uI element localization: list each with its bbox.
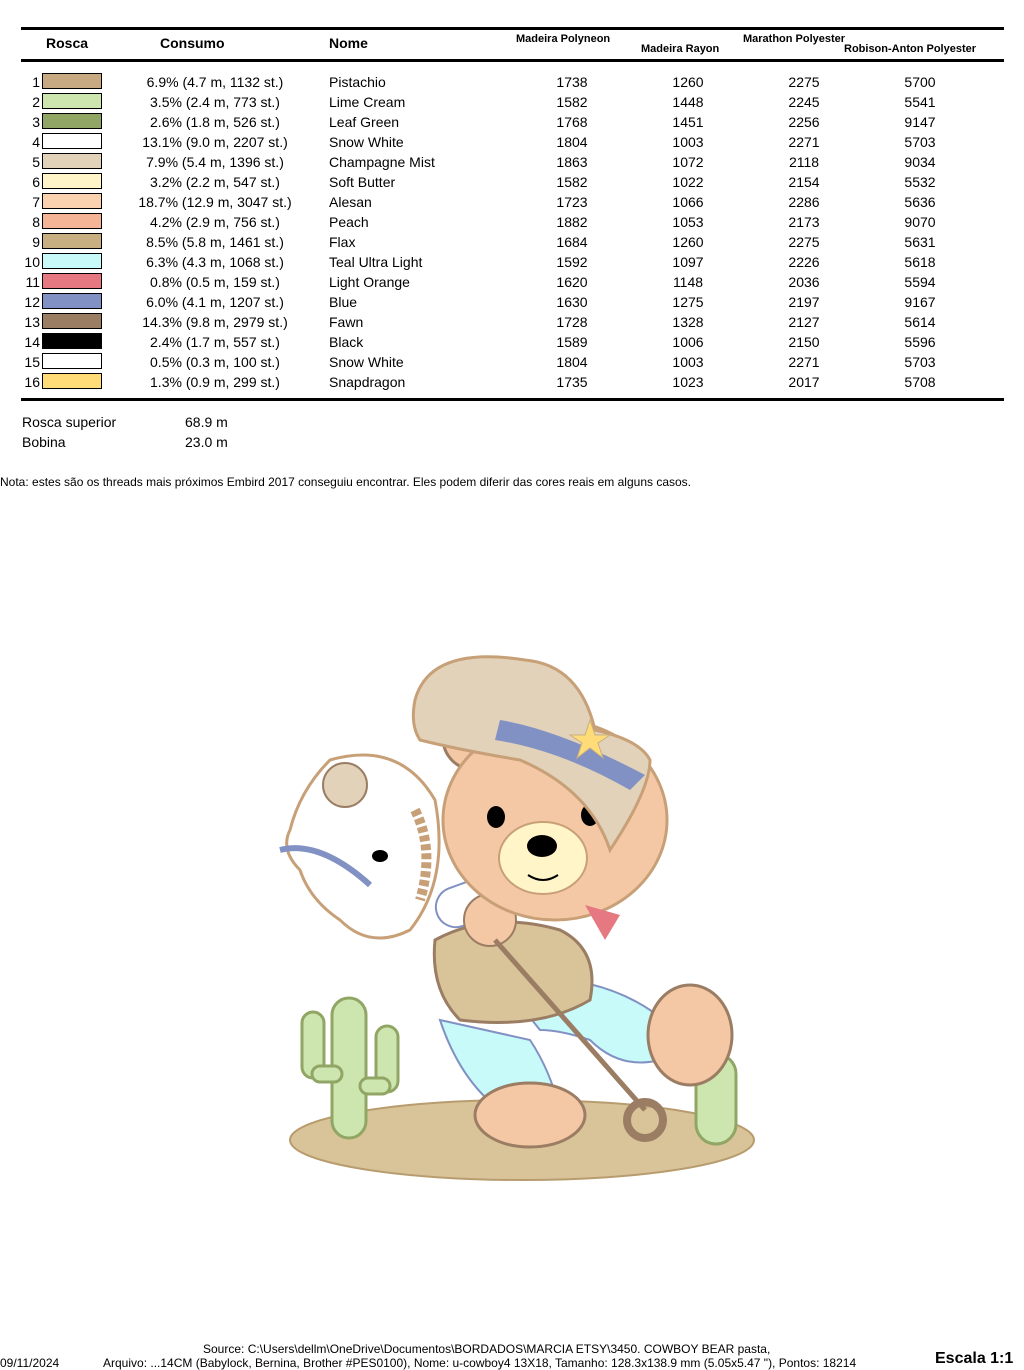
madeira-rayon-code: 1022 xyxy=(672,174,704,190)
upper-thread-label: Rosca superior xyxy=(22,414,117,430)
madeira-polyneon-code: 1630 xyxy=(556,294,588,310)
madeira-rayon-code: 1066 xyxy=(672,194,704,210)
marathon-code: 2017 xyxy=(788,374,820,390)
robison-code: 5703 xyxy=(904,354,936,370)
marathon-code: 2256 xyxy=(788,114,820,130)
table-row xyxy=(0,172,1024,192)
table-bottom-rule xyxy=(21,398,1004,401)
robison-code: 9147 xyxy=(904,114,936,130)
madeira-polyneon-code: 1620 xyxy=(556,274,588,290)
thread-number: 9 xyxy=(32,234,40,250)
madeira-rayon-code: 1072 xyxy=(672,154,704,170)
marathon-code: 2150 xyxy=(788,334,820,350)
table-row xyxy=(0,192,1024,212)
marathon-code: 2173 xyxy=(788,214,820,230)
madeira-rayon-code: 1097 xyxy=(672,254,704,270)
thread-consumption: 3.2% (2.2 m, 547 st.) xyxy=(150,174,280,190)
table-row xyxy=(0,292,1024,312)
madeira-polyneon-code: 1804 xyxy=(556,134,588,150)
thread-name: Flax xyxy=(329,234,356,250)
table-row xyxy=(0,272,1024,292)
color-swatch xyxy=(42,273,102,289)
madeira-polyneon-code: 1592 xyxy=(556,254,588,270)
robison-code: 5703 xyxy=(904,134,936,150)
thread-number: 8 xyxy=(32,214,40,230)
thread-name: Black xyxy=(329,334,364,350)
thread-number: 1 xyxy=(32,74,40,90)
thread-name: Peach xyxy=(329,214,369,230)
madeira-rayon-code: 1448 xyxy=(672,94,704,110)
header-consumo: Consumo xyxy=(160,35,225,51)
madeira-rayon-code: 1003 xyxy=(672,134,704,150)
footer-file-info: Arquivo: ...14CM (Babylock, Bernina, Brother #PES0100), Nome: u-cowboy4 13X18, Tamanho: 128.3x138.9 mm (5.05x5.47 "), Pontos: 18214 xyxy=(103,1356,857,1370)
thread-consumption: 6.0% (4.1 m, 1207 st.) xyxy=(146,294,284,310)
marathon-code: 2226 xyxy=(788,254,820,270)
thread-name: Light Orange xyxy=(329,274,410,290)
header-rosca: Rosca xyxy=(46,35,89,51)
color-swatch xyxy=(42,353,102,369)
bobbin-label: Bobina xyxy=(22,434,66,450)
color-swatch xyxy=(42,133,102,149)
thread-name: Lime Cream xyxy=(329,94,406,110)
color-swatch xyxy=(42,333,102,349)
madeira-rayon-code: 1006 xyxy=(672,334,704,350)
table-row xyxy=(0,212,1024,232)
thread-name: Alesan xyxy=(329,194,372,210)
table-row xyxy=(0,112,1024,132)
thread-consumption: 1.3% (0.9 m, 299 st.) xyxy=(150,374,280,390)
thread-name: Soft Butter xyxy=(329,174,396,190)
madeira-polyneon-code: 1804 xyxy=(556,354,588,370)
madeira-rayon-code: 1023 xyxy=(672,374,704,390)
madeira-polyneon-code: 1863 xyxy=(556,154,588,170)
thread-number: 14 xyxy=(24,334,40,350)
thread-consumption: 6.9% (4.7 m, 1132 st.) xyxy=(146,74,284,90)
marathon-code: 2275 xyxy=(788,234,820,250)
thread-number: 6 xyxy=(32,174,40,190)
marathon-code: 2127 xyxy=(788,314,820,330)
header-nome: Nome xyxy=(329,35,368,51)
madeira-rayon-code: 1275 xyxy=(672,294,704,310)
madeira-rayon-code: 1260 xyxy=(672,234,704,250)
thread-consumption: 3.5% (2.4 m, 773 st.) xyxy=(150,94,280,110)
madeira-rayon-code: 1260 xyxy=(672,74,704,90)
header-madeira-rayon: Madeira Rayon xyxy=(641,43,720,55)
thread-number: 3 xyxy=(32,114,40,130)
thread-consumption: 2.4% (1.7 m, 557 st.) xyxy=(150,334,280,350)
color-swatch xyxy=(42,253,102,269)
marathon-code: 2118 xyxy=(788,154,820,170)
thread-consumption: 0.5% (0.3 m, 100 st.) xyxy=(150,354,280,370)
thread-number: 12 xyxy=(24,294,40,310)
robison-code: 5618 xyxy=(904,254,936,270)
thread-consumption: 0.8% (0.5 m, 159 st.) xyxy=(150,274,280,290)
color-swatch xyxy=(42,93,102,109)
table-row xyxy=(0,72,1024,92)
header-marathon: Marathon Polyester xyxy=(743,33,846,45)
madeira-polyneon-code: 1589 xyxy=(556,334,588,350)
thread-number: 4 xyxy=(32,134,40,150)
table-top-rule xyxy=(21,27,1004,30)
table-row xyxy=(0,152,1024,172)
madeira-polyneon-code: 1768 xyxy=(556,114,588,130)
thread-number: 15 xyxy=(24,354,40,370)
thread-consumption: 8.5% (5.8 m, 1461 st.) xyxy=(146,234,284,250)
footer-source: Source: C:\Users\dellm\OneDrive\Documentos\BORDADOS\MARCIA ETSY\3450. COWBOY BEAR pasta, xyxy=(203,1342,771,1356)
thread-consumption: 7.9% (5.4 m, 1396 st.) xyxy=(146,154,284,170)
color-swatch xyxy=(42,153,102,169)
madeira-polyneon-code: 1735 xyxy=(556,374,588,390)
color-swatch xyxy=(42,113,102,129)
robison-code: 5541 xyxy=(904,94,936,110)
robison-code: 5532 xyxy=(904,174,936,190)
madeira-polyneon-code: 1684 xyxy=(556,234,588,250)
upper-thread-value: 68.9 m xyxy=(185,414,228,430)
footer-date: 09/11/2024 xyxy=(0,1356,60,1370)
madeira-polyneon-code: 1582 xyxy=(556,174,588,190)
thread-number: 11 xyxy=(25,274,40,290)
disclaimer-note: Nota: estes são os threads mais próximos Embird 2017 conseguiu encontrar. Eles podem diferir das cores reais em alguns casos. xyxy=(0,475,692,489)
table-row xyxy=(0,92,1024,112)
thread-name: Blue xyxy=(329,294,358,310)
table-row xyxy=(0,232,1024,252)
madeira-rayon-code: 1003 xyxy=(672,354,704,370)
thread-number: 10 xyxy=(24,254,40,270)
robison-code: 9167 xyxy=(904,294,936,310)
madeira-polyneon-code: 1728 xyxy=(556,314,588,330)
madeira-polyneon-code: 1582 xyxy=(556,94,588,110)
color-swatch xyxy=(42,293,102,309)
robison-code: 5708 xyxy=(904,374,936,390)
robison-code: 5614 xyxy=(904,314,936,330)
robison-code: 5636 xyxy=(904,194,936,210)
embroidery-design-preview xyxy=(260,650,760,1190)
color-swatch xyxy=(42,213,102,229)
madeira-rayon-code: 1328 xyxy=(672,314,704,330)
thread-name: Fawn xyxy=(329,314,364,330)
marathon-code: 2271 xyxy=(788,354,820,370)
table-row xyxy=(0,332,1024,352)
robison-code: 9070 xyxy=(904,214,936,230)
madeira-polyneon-code: 1882 xyxy=(556,214,588,230)
header-robison: Robison-Anton Polyester xyxy=(844,43,977,55)
marathon-code: 2245 xyxy=(788,94,820,110)
thread-number: 16 xyxy=(24,374,40,390)
madeira-polyneon-code: 1738 xyxy=(556,74,588,90)
thread-number: 13 xyxy=(24,314,40,330)
thread-number: 5 xyxy=(32,154,40,170)
table-row xyxy=(0,252,1024,272)
robison-code: 5596 xyxy=(904,334,936,350)
thread-name: Snow White xyxy=(329,134,404,150)
thread-consumption: 14.3% (9.8 m, 2979 st.) xyxy=(142,314,288,330)
stick-horse xyxy=(280,755,439,938)
thread-name: Pistachio xyxy=(329,74,386,90)
thread-number: 2 xyxy=(32,94,40,110)
marathon-code: 2036 xyxy=(788,274,820,290)
thread-consumption: 6.3% (4.3 m, 1068 st.) xyxy=(146,254,284,270)
robison-code: 5631 xyxy=(904,234,936,250)
madeira-rayon-code: 1148 xyxy=(672,274,704,290)
thread-number: 7 xyxy=(32,194,40,210)
thread-consumption: 2.6% (1.8 m, 526 st.) xyxy=(150,114,280,130)
marathon-code: 2271 xyxy=(788,134,820,150)
table-row xyxy=(0,372,1024,392)
color-swatch xyxy=(42,313,102,329)
bobbin-value: 23.0 m xyxy=(185,434,228,450)
marathon-code: 2275 xyxy=(788,74,820,90)
thread-name: Snapdragon xyxy=(329,374,406,390)
thread-name: Teal Ultra Light xyxy=(329,254,423,270)
thread-name: Snow White xyxy=(329,354,404,370)
madeira-rayon-code: 1053 xyxy=(672,214,704,230)
thread-consumption: 13.1% (9.0 m, 2207 st.) xyxy=(142,134,288,150)
marathon-code: 2286 xyxy=(788,194,820,210)
table-row xyxy=(0,132,1024,152)
madeira-polyneon-code: 1723 xyxy=(556,194,588,210)
robison-code: 9034 xyxy=(904,154,936,170)
table-header-rule xyxy=(21,59,1004,62)
robison-code: 5594 xyxy=(904,274,936,290)
color-swatch xyxy=(42,193,102,209)
color-swatch xyxy=(42,73,102,89)
thread-name: Champagne Mist xyxy=(329,154,435,170)
robison-code: 5700 xyxy=(904,74,936,90)
madeira-rayon-code: 1451 xyxy=(672,114,704,130)
header-madeira-polyneon: Madeira Polyneon xyxy=(516,33,611,45)
table-row xyxy=(0,352,1024,372)
color-swatch xyxy=(42,233,102,249)
scale-label: Escala 1:1 xyxy=(935,1350,1014,1367)
color-swatch xyxy=(42,373,102,389)
table-row xyxy=(0,312,1024,332)
thread-name: Leaf Green xyxy=(329,114,400,130)
thread-consumption: 18.7% (12.9 m, 3047 st.) xyxy=(138,194,292,210)
marathon-code: 2197 xyxy=(788,294,820,310)
marathon-code: 2154 xyxy=(788,174,820,190)
thread-consumption: 4.2% (2.9 m, 756 st.) xyxy=(150,214,280,230)
color-swatch xyxy=(42,173,102,189)
